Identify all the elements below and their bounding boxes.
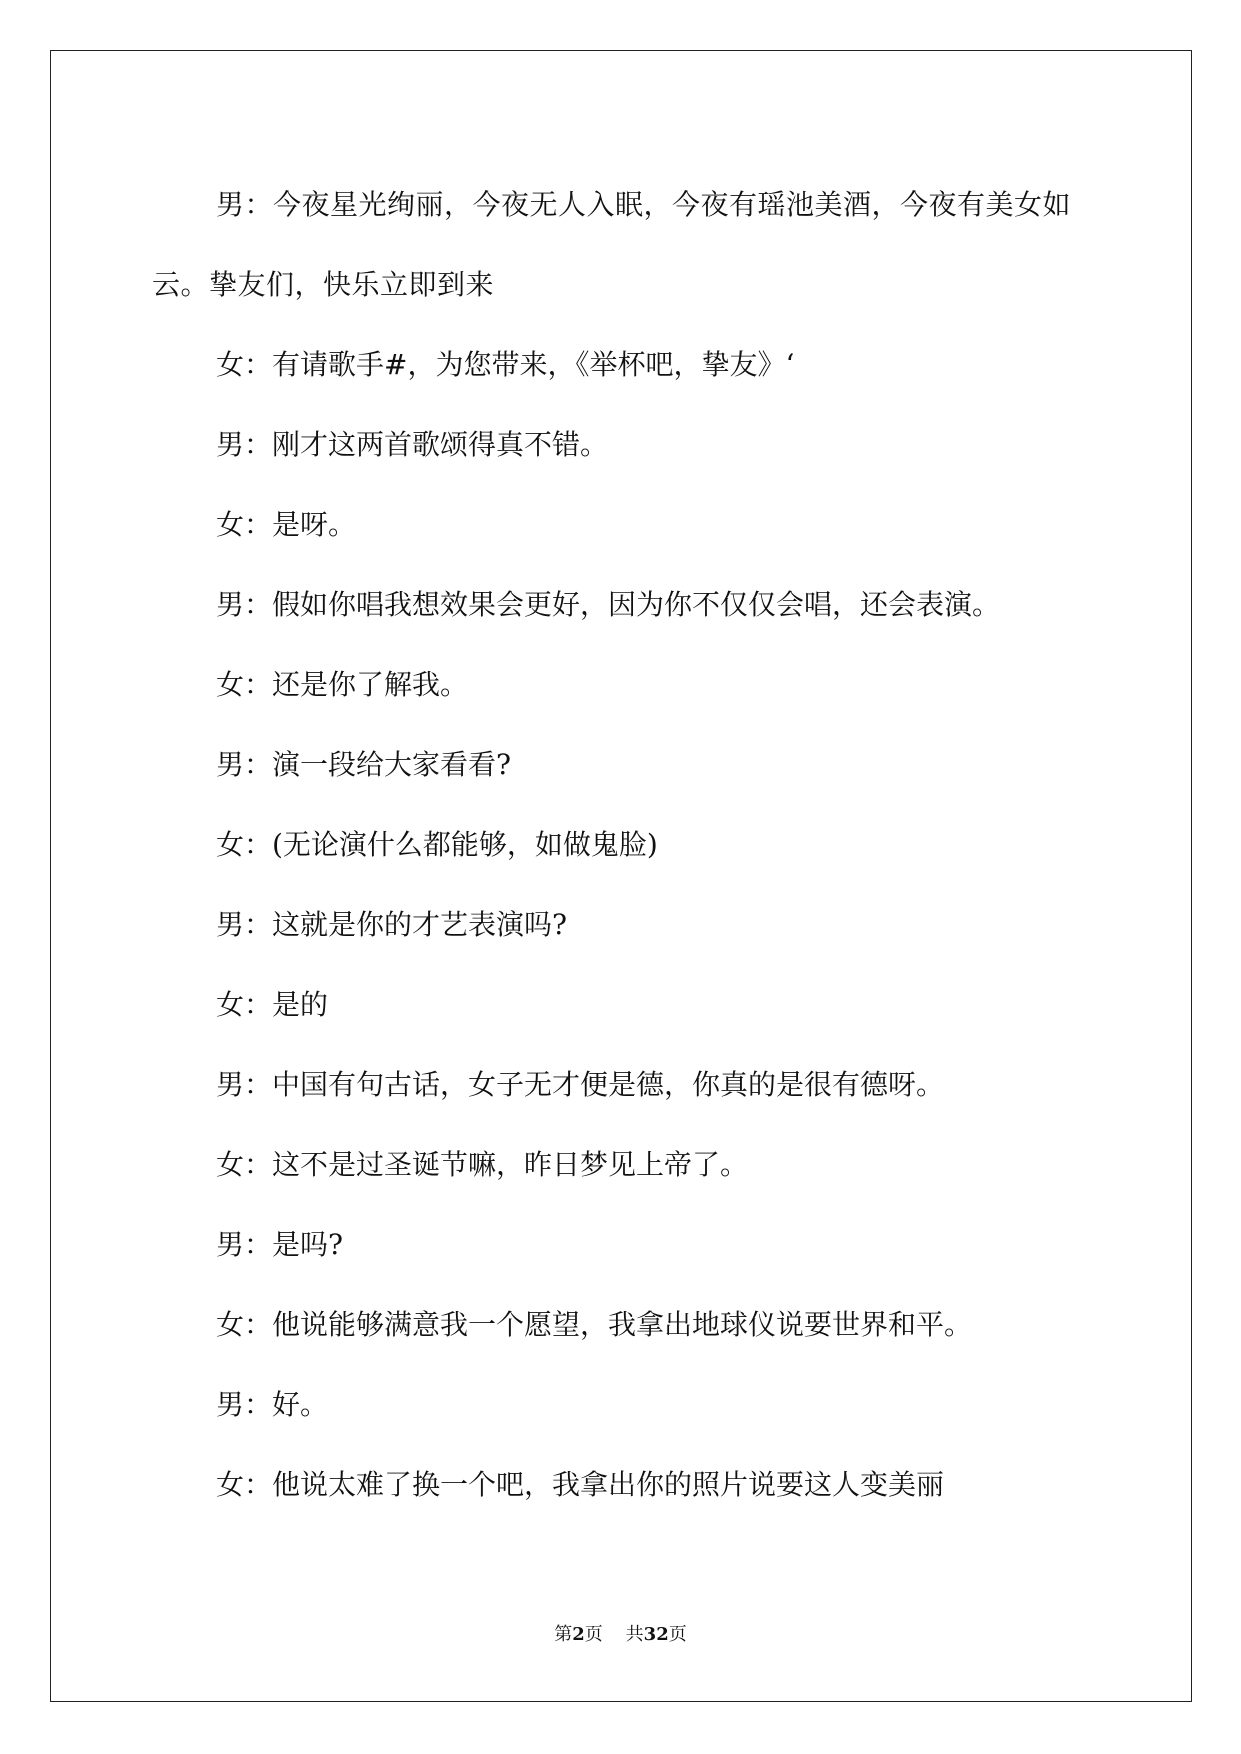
paragraph: 男：是吗? [216, 1228, 344, 1261]
paragraph: 女：是的 [216, 988, 329, 1021]
footer-total-suffix: 页 [668, 1624, 687, 1645]
footer-prefix: 第 [554, 1624, 573, 1645]
footer-total-prefix: 共 [625, 1624, 644, 1645]
paragraph: 男：今夜星光绚丽，今夜无人入眠，今夜有瑶池美酒，今夜有美女如云。挚友们，快乐立即到来 [152, 188, 1072, 301]
paragraph: 男：刚才这两首歌颂得真不错。 [216, 428, 609, 461]
paragraph: 男：假如你唱我想效果会更好，因为你不仅仅会唱，还会表演。 [216, 588, 1001, 621]
paragraph: 女：是呀。 [216, 508, 357, 541]
paragraph: 男：好。 [216, 1388, 329, 1421]
paragraph: 女：(无论演什么都能够，如做鬼脸) [216, 828, 658, 861]
paragraph: 男：中国有句古话，女子无才便是德，你真的是很有德呀。 [216, 1068, 945, 1101]
document-body [152, 165, 1092, 1525]
current-page-number: 2 [572, 1624, 585, 1645]
paragraph: 女：还是你了解我。 [216, 668, 469, 701]
paragraph: 男：演一段给大家看看? [216, 748, 512, 781]
page-footer [0, 1620, 1241, 1646]
footer-page-suffix: 页 [584, 1624, 603, 1645]
paragraph: 女：他说太难了换一个吧，我拿出你的照片说要这人变美丽 [216, 1468, 945, 1501]
total-pages-number: 32 [643, 1624, 669, 1645]
paragraph: 女：有请歌手#，为您带来，《举杯吧，挚友》‘ [216, 348, 795, 381]
paragraph: 男：这就是你的才艺表演吗? [216, 908, 568, 941]
paragraph: 女：他说能够满意我一个愿望，我拿出地球仪说要世界和平。 [216, 1308, 973, 1341]
paragraph: 女：这不是过圣诞节嘛，昨日梦见上帝了。 [216, 1148, 749, 1181]
